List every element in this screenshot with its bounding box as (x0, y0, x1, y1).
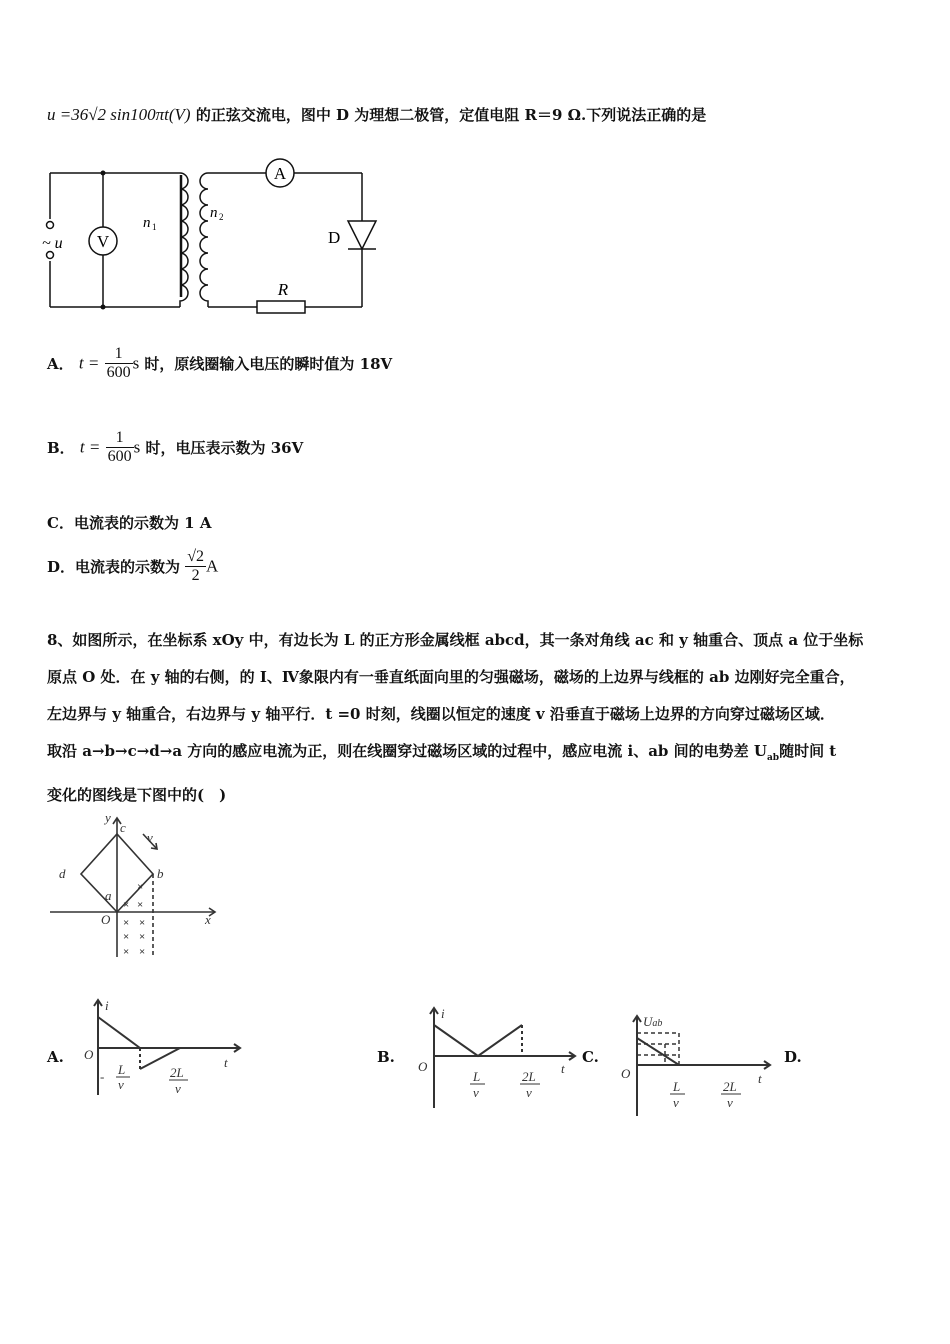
field-cross: × (123, 899, 130, 911)
tick-2L: 2L (723, 1079, 737, 1094)
vertex-d-label: d (59, 866, 66, 881)
origin-label: O (418, 1059, 428, 1074)
tick-v: v (526, 1085, 532, 1100)
option-letter: A． (47, 355, 74, 373)
option-text: 电流表的示数为 (75, 558, 181, 576)
graph-letter-d[interactable]: D. (784, 1048, 802, 1066)
origin-label: O (101, 912, 111, 927)
q8-line: 8、如图所示，在坐标系 xOy 中，有边长为 L 的正方形金属线框 abcd，其一条对角线 ac 和 y 轴重合、顶点 a 位于坐标 (47, 631, 864, 649)
t-axis-label: t (561, 1061, 565, 1076)
q8-line: 左边界与 y 轴重合，右边界与 y 轴平行．t =0 时刻，线圈以恒定的速度 v 沿垂直于磁场上边界的方向穿过磁场区域． (47, 705, 835, 723)
uab-axis-label: Uab (643, 1014, 663, 1029)
n1-label: n (143, 215, 151, 231)
field-cross: × (139, 946, 146, 958)
option-letter: D． (47, 558, 76, 576)
resistor-label: R (277, 280, 289, 299)
y-axis-label: y (105, 812, 111, 825)
vertex-a-label: a (105, 888, 112, 903)
q8-line: 原点 O 处．在 y 轴的右侧，的 Ⅰ、Ⅳ象限内有一垂直纸面向里的匀强磁场，磁场的上边界与线框的 ab 边刚好完全重合， (47, 668, 855, 686)
unit: A (206, 556, 219, 576)
origin-label: O (84, 1047, 94, 1062)
diode-label: D (328, 228, 341, 247)
option-a[interactable] (47, 345, 392, 382)
t-prefix: t = (79, 437, 101, 457)
graph-letter-c[interactable]: C. (582, 1048, 599, 1066)
tick-L: L (473, 1069, 481, 1084)
q8-text (47, 622, 927, 814)
q8-line: 变化的图线是下图中的( ) (47, 786, 227, 804)
tick-v: v (473, 1085, 479, 1100)
t-axis-label: t (758, 1071, 762, 1086)
graph-letter-b[interactable]: B. (377, 1048, 395, 1066)
tick-2L: 2L (170, 1065, 184, 1080)
fraction: $\frac{√2}{2}$ (187, 548, 205, 584)
stem-formula: u =36√2 sin100πt(V) (47, 105, 191, 124)
n2-sub: 2 (219, 212, 224, 222)
vertex-b-label: b (157, 866, 164, 881)
graph-c[interactable] (615, 1008, 775, 1118)
field-cross: × (123, 931, 130, 943)
field-cross: × (123, 917, 130, 929)
transformer-circuit-diagram (40, 155, 400, 320)
tick-v: v (727, 1095, 733, 1110)
field-cross: × (139, 931, 146, 943)
option-text: 电流表的示数为 1 A (73, 514, 212, 532)
t-axis-label: t (224, 1055, 228, 1070)
q8-line: 取沿 a→b→c→d→a 方向的感应电流为正，则在线圈穿过磁场区域的过程中，感应电流 i、ab 间的电势差 $U_{ab}$随时间 t (47, 742, 837, 763)
field-cross: × (123, 946, 130, 958)
velocity-label: v (147, 830, 153, 845)
vertex-c-label: c (120, 820, 126, 835)
tick-L: L (118, 1062, 126, 1077)
i-axis-label: i (441, 1006, 445, 1021)
option-letter: C． (47, 514, 74, 532)
origin-label: O (621, 1066, 631, 1081)
unit: s (132, 353, 140, 373)
fraction: $\frac{1}{600}$ (107, 429, 132, 465)
graph-a[interactable] (80, 995, 250, 1100)
tick-v: v (673, 1095, 679, 1110)
n2-label: n (210, 205, 218, 221)
stem-text: 的正弦交流电，图中 D 为理想二极管，定值电阻 R＝9 Ω.下列说法正确的是 (195, 106, 707, 124)
i-axis-label: i (105, 998, 109, 1013)
fraction: $\frac{1}{600}$ (106, 345, 131, 381)
tick-v: v (118, 1077, 124, 1092)
field-cross: × (137, 899, 144, 911)
voltmeter-label: V (96, 232, 110, 251)
option-text: 时，电压表示数为 36V (145, 439, 304, 457)
t-prefix: t = (78, 353, 100, 373)
x-axis-label: x (205, 912, 211, 927)
tick-2L: 2L (522, 1069, 536, 1084)
u-subscript: ab (766, 753, 780, 763)
option-b[interactable] (47, 429, 303, 466)
option-c[interactable] (47, 512, 211, 533)
ammeter-label: A (273, 164, 287, 183)
unit: s (133, 437, 141, 457)
minus-sign: - (100, 1069, 105, 1084)
source-label: ~ u (42, 235, 63, 252)
option-d[interactable] (47, 548, 218, 585)
tick-v: v (175, 1081, 181, 1096)
option-letter: B． (47, 439, 75, 457)
q7-stem (47, 104, 706, 125)
graph-letter-a[interactable]: A. (47, 1048, 64, 1066)
n1-sub: 1 (152, 222, 157, 232)
tick-L: L (673, 1079, 681, 1094)
field-cross: × (139, 917, 146, 929)
square-frame-figure (45, 812, 225, 962)
field-cross: × (137, 881, 144, 893)
option-text: 时，原线圈输入电压的瞬时值为 18V (144, 355, 393, 373)
graph-b[interactable] (410, 1003, 580, 1110)
